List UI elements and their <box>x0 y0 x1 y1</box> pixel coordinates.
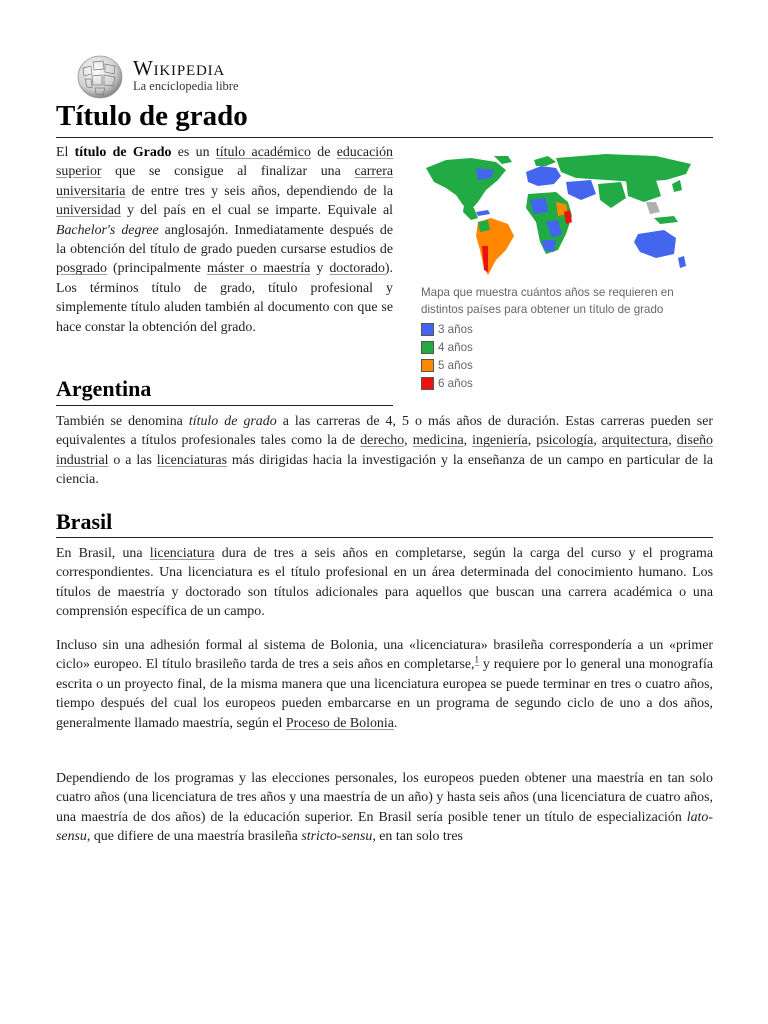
brasil-paragraph-3: Dependiendo de los programas y las elecciones personales, los europeos pueden obtener una maestría en tan solo cuatro años (una licenciatura de tres años y una maestría de un año) y hasta seis años (una licenciatura de cuatro años, una maestría de dos años) de la educación superior. En Brasil sería posible tener un título de especialización lato-sensu, que difiere de una maestría brasileña stricto-sensu, en tan solo tres <box>56 771 713 845</box>
legend-swatch-4-anos <box>421 341 434 354</box>
legend-item-4-anos <box>421 339 713 357</box>
link-posgrado[interactable]: posgrado <box>56 261 107 277</box>
brasil-paragraph-1: En Brasil, una licenciatura dura de tres a seis años en completarse, según la carga del curso y el programa correspondientes. Una licenciatura es el título profesional en un área determinada del conocimiento humano. Los títulos de maestría y doctorado son títulos adicionales para aquellos que buscan una carrera académica o una comprensión específica de un campo. <box>56 546 714 620</box>
legend-label-5-anos: 5 años <box>438 359 473 373</box>
degree-duration-figure <box>416 150 713 393</box>
wikipedia-tagline: La enciclopedia libre <box>133 79 239 93</box>
legend-swatch-3-anos <box>421 323 434 336</box>
legend-item-3-anos <box>421 321 713 339</box>
page-title: Título de grado <box>56 100 248 132</box>
italic-titulo-de-grado: título de grado <box>188 414 277 429</box>
legend-swatch-6-anos <box>421 377 434 390</box>
legend-label-3-anos: 3 años <box>438 323 473 337</box>
link-titulo-academico[interactable]: título académico <box>215 145 311 160</box>
section-heading-argentina: Argentina <box>56 376 152 401</box>
figure-caption: Mapa que muestra cuántos años se requieren en distintos países para obtener un título de grado <box>421 286 674 317</box>
link-ingenieria[interactable]: ingeniería <box>472 433 528 449</box>
map-legend <box>421 321 713 393</box>
wikipedia-wordmark[interactable]: Wikipedia <box>133 56 226 80</box>
legend-swatch-5-anos <box>421 359 434 372</box>
link-medicina[interactable]: medicina <box>412 433 464 449</box>
legend-item-5-anos <box>421 357 713 375</box>
italic-lato-sensu: lato-sensu <box>56 809 713 845</box>
legend-item-6-anos <box>421 375 713 393</box>
link-carrera-universitaria[interactable]: carrera universitaria <box>56 164 393 199</box>
link-psicologia[interactable]: psicología <box>536 433 594 449</box>
section-heading-brasil: Brasil <box>56 509 113 534</box>
link-arquitectura[interactable]: arquitectura <box>601 433 669 449</box>
legend-label-6-anos: 6 años <box>438 377 473 391</box>
argentina-divider <box>56 405 393 406</box>
title-divider <box>56 137 713 138</box>
reference-1[interactable]: 1 <box>474 654 480 665</box>
link-master-o-maestria[interactable]: máster o maestría <box>207 261 311 277</box>
link-licenciatura[interactable]: licenciatura <box>149 546 215 561</box>
world-map-image[interactable] <box>416 150 708 280</box>
title-bold: título de Grado <box>74 145 172 160</box>
italic-stricto-sensu: stricto-sensu <box>301 829 373 845</box>
link-diseno-industrial[interactable]: diseño industrial <box>56 433 714 468</box>
link-licenciaturas[interactable]: licenciaturas <box>156 452 227 468</box>
intro-paragraph: El título de Grado es un título académico de educación superior que se consigue al finalizar una carrera universitaria de entre tres y seis años, dependiendo de la universidad y del país en el cual se imparte. Equivale al Bachelor's degree anglosajón. Inmediatamente después de la obtención del título de grado pueden cursarse estudios de posgrado (principalmente máster o maestría y doctorado). Los términos título de grado, título profesional y simplemente título aluden también al documento con que se hace constar la obtención del grado. <box>56 145 394 335</box>
link-doctorado[interactable]: doctorado <box>329 261 385 277</box>
brasil-divider <box>56 537 713 538</box>
link-educacion-superior[interactable]: educación superior <box>56 145 393 180</box>
link-universidad[interactable]: universidad <box>56 203 121 219</box>
wikipedia-globe-logo[interactable] <box>75 54 125 99</box>
bachelors-degree-term: Bachelor's degree <box>56 222 159 238</box>
link-proceso-de-bolonia[interactable]: Proceso de Bolonia <box>285 715 394 731</box>
brasil-paragraph-2: Incluso sin una adhesión formal al sistema de Bolonia, una «licenciatura» brasileña correspondería a un «primer ciclo» europeo. El título brasileño tarda de tres a seis años en completarse,$^1$ y requiere por lo general una monografía escrita o un proyecto final, de la misma manera que una licenciatura europea se puede terminar en tres o cuatro años, tiempo después del cual los europeos pueden embarcarse en un programa de segundo ciclo de uno a dos años, generalmente llamado maestría, según el Proceso de Bolonia. <box>56 638 713 731</box>
link-derecho[interactable]: derecho <box>360 433 405 449</box>
legend-label-4-anos: 4 años <box>438 341 473 355</box>
argentina-paragraph: También se denomina título de grado a las carreras de 4, 5 o más años de duración. Estas carreras pueden ser equivalentes a títulos profesionales tales como la de derecho, medicina, ingeniería, psicología, arquitectura, diseño industrial o a las licenciaturas más dirigidas hacia la investigación y la enseñanza de un campo en particular de la ciencia. <box>56 414 714 488</box>
